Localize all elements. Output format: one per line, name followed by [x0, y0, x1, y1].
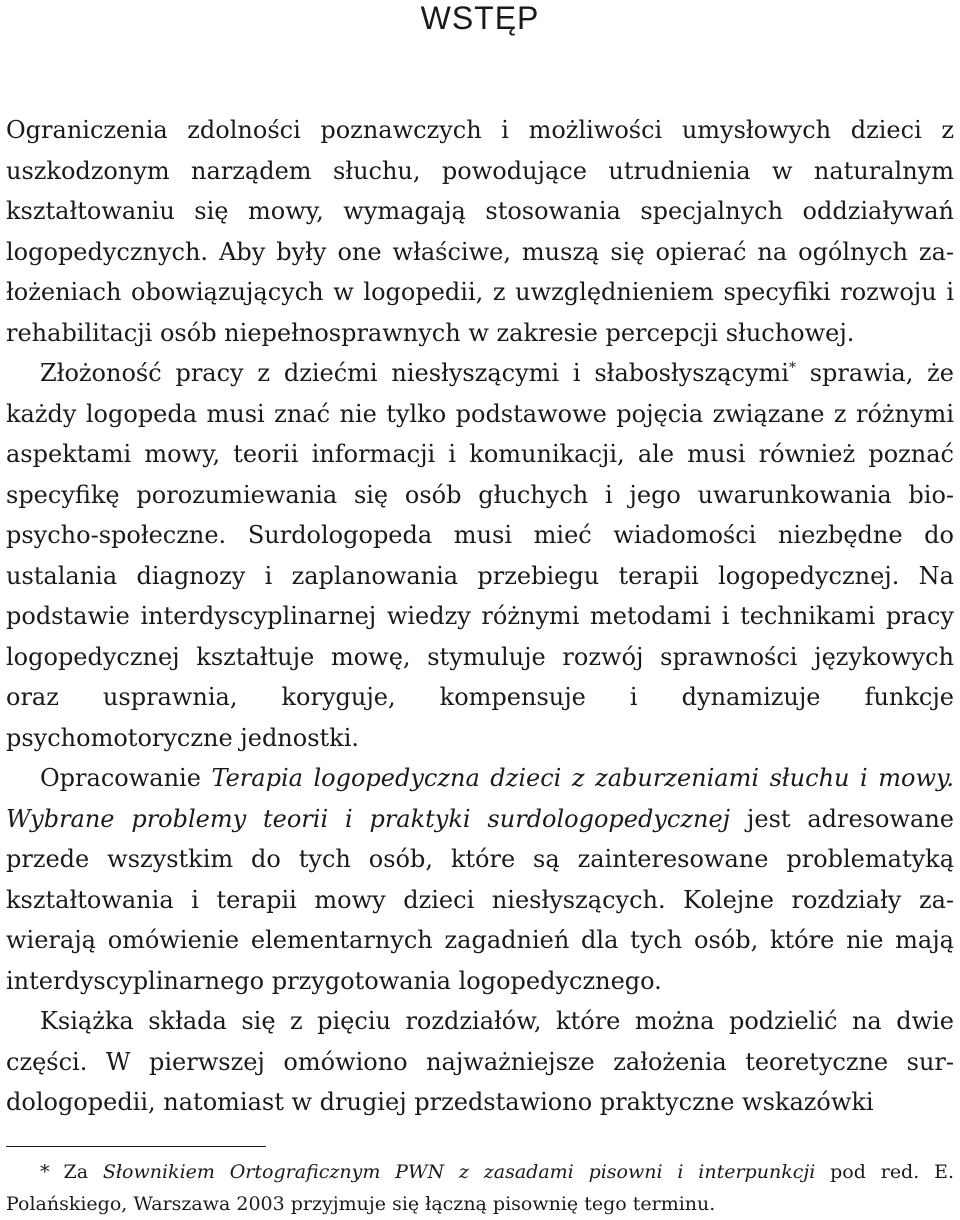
footnote-text-end: pod red. E. Polańskiego, Warszawa 2003 przyjmuje się łączną pisownię tego terminu. — [6, 1161, 954, 1215]
paragraph-3-text-start: Opracowanie — [40, 764, 212, 792]
paragraph-1: Ograniczenia zdolności poznawczych i możliwości umysłowych dzieci z uszkodzonym narządem słuchu, powodujące utrudnienia w naturalnym kształtowaniu się mowy, wymagają stosowania specjalnych oddziaływań logopedycznych. Aby były one właściwe, muszą się opierać na ogólnych założeniach obowiązujących w logopedii, z uwzględnieniem specyfiki rozwoju i rehabilitacji osób niepełnosprawnych w zakresie percepcji słuchowej. — [6, 116, 954, 347]
paragraph-2-text-end: sprawia, że każdy logopeda musi znać nie tylko podstawowe pojęcia związane z różnymi aspektami mowy, teorii informacji i komunikacji, ale musi również poznać specyfikę porozumiewania się osób głuchych i jego uwarunkowania bio-psycho-społeczne. Surdologopeda musi mieć wiadomości niezbędne do ustalania diagnozy i zaplanowania przebiegu terapii logopedycznej. Na podstawie interdyscyplinarnej wiedzy różnymi metodami i technikami pracy logopedycznej kształtuje mowę, stymuluje rozwój sprawności językowych oraz usprawnia, koryguje, kompensuje i dynamizuje funkcje psychomotoryczne jednostki. — [6, 359, 954, 752]
footnote — [6, 1156, 954, 1220]
paragraph-2 — [6, 353, 954, 758]
paragraph-2-text-start: Złożoność pracy z dziećmi niesłyszącymi i słabosłyszącymi — [40, 359, 789, 387]
page-title: WSTĘP — [420, 0, 540, 36]
book-title: Terapia logopedyczna dzieci z zaburzeniami słuchu i mowy. Wybrane problemy teorii i praktyki surdologopedycznej — [6, 764, 955, 833]
footnote-reference: * — [788, 360, 796, 376]
paragraph-3-text-end: jest adresowane przede wszystkim do tych osób, które są zainteresowane problematyką kształtowania i terapii mowy dzieci niesłyszących. Kolejne rozdziały zawierają omówienie elementarnych zagadnień dla tych osób, które nie mają interdyscyplinarnego przygotowania logopedycznego. — [6, 804, 954, 995]
paragraph-3 — [6, 758, 954, 1001]
footnote-text — [6, 1156, 954, 1220]
document-page — [6, 0, 955, 1215]
footnote-text-start: Za — [63, 1161, 103, 1183]
dictionary-title: Słownikiem Ortograficznym PWN z zasadami pisowni i interpunkcji — [102, 1161, 816, 1183]
footnote-mark: * — [40, 1161, 50, 1183]
footnote-divider — [6, 1146, 266, 1147]
body-text — [6, 110, 954, 1123]
paragraph-4: Książka składa się z pięciu rozdziałów, które można podzielić na dwie części. W pierwszej omówiono najważniejsze założenia teoretyczne surdologopedii, natomiast w drugiej przedstawiono praktyczne wskazówki — [6, 1007, 954, 1116]
